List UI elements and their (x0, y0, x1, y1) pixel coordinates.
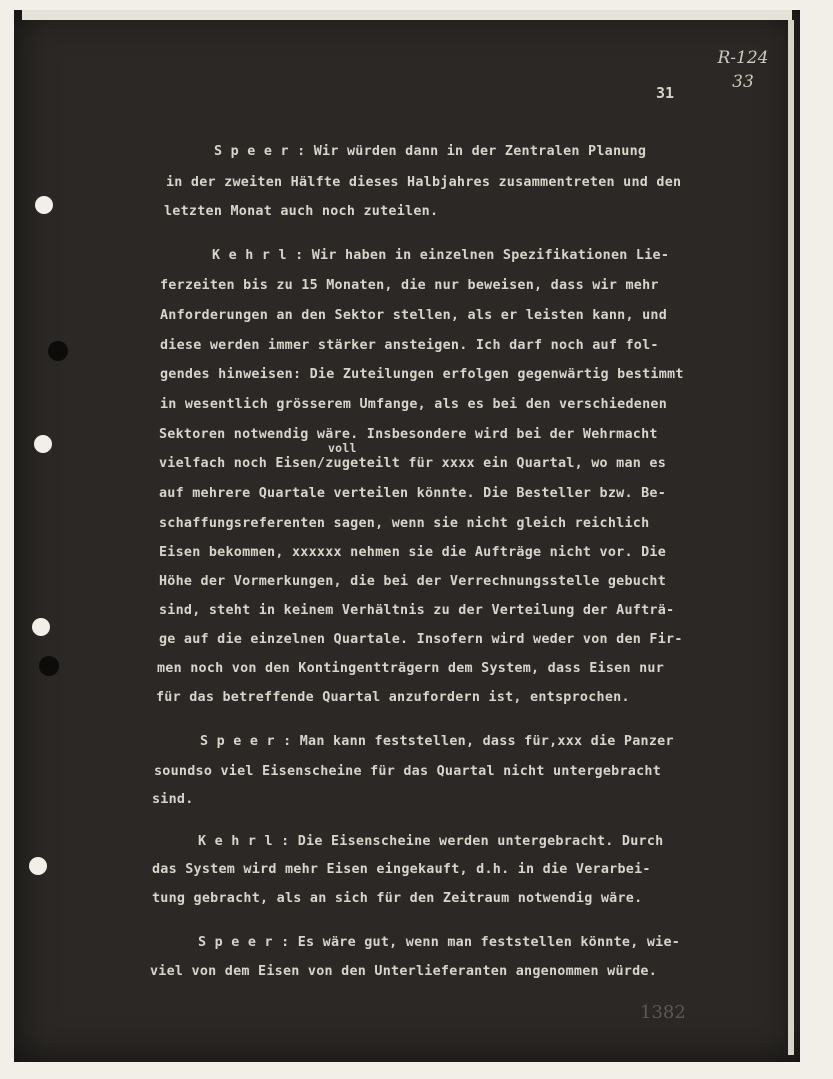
page-right-edge (788, 20, 794, 1055)
text-line: S p e e r : Wir würden dann in der Zentralen Planung (214, 144, 647, 159)
punch-hole (39, 656, 59, 676)
punch-hole (34, 435, 52, 453)
text-line: in wesentlich grösserem Umfange, als es bei den verschiedenen (160, 397, 668, 412)
text-line: tung gebracht, als an sich für den Zeitraum notwendig wäre. (152, 891, 643, 906)
text-line: sind, steht in keinem Verhältnis zu der Verteilung der Aufträ- (159, 603, 675, 618)
page-number: 31 (656, 84, 675, 102)
reference-mark-line2: 33 (732, 72, 754, 92)
text-line: schaffungsreferenten sagen, wenn sie nicht gleich reichlich (159, 516, 650, 531)
punch-hole (48, 341, 68, 361)
text-line: in der zweiten Hälfte dieses Halbjahres zusammentreten und den (166, 175, 682, 190)
text-line: sind. (152, 792, 194, 807)
text-line: ferzeiten bis zu 15 Monaten, die nur beweisen, dass wir mehr (160, 278, 659, 293)
punch-hole (29, 857, 47, 875)
text-insertion: voll (328, 441, 357, 455)
text-line: das System wird mehr Eisen eingekauft, d.h. in die Verarbei- (152, 862, 651, 877)
text-line: für das betreffende Quartal anzufordern ist, entsprochen. (156, 690, 630, 705)
text-line: ge auf die einzelnen Quartale. Insofern wird weder von den Fir- (159, 632, 683, 647)
text-line: auf mehrere Quartale verteilen könnte. Die Besteller bzw. Be- (159, 486, 667, 501)
text-line: letzten Monat auch noch zuteilen. (164, 204, 439, 219)
page-top-edge (22, 10, 792, 20)
text-line: viel von dem Eisen von den Unterlieferanten angenommen würde. (150, 964, 658, 979)
text-line: soundso viel Eisenscheine für das Quartal nicht untergebracht (154, 764, 662, 779)
text-line: vielfach noch Eisen/zugeteilt für xxxx ein Quartal, wo man es (159, 456, 667, 471)
text-line: S p e e r : Es wäre gut, wenn man feststellen könnte, wie- (198, 935, 681, 950)
punch-hole (32, 618, 50, 636)
reference-mark-line1: R-124 (717, 48, 769, 68)
text-line: Eisen bekommen, xxxxxx nehmen sie die Aufträge nicht vor. Die (159, 545, 667, 560)
text-line: S p e e r : Man kann feststellen, dass für,xxx die Panzer (200, 734, 674, 749)
text-line: K e h r l : Wir haben in einzelnen Spezifikationen Lie- (212, 248, 670, 263)
text-line: men noch von den Kontingentträgern dem System, dass Eisen nur (157, 661, 665, 676)
text-line: diese werden immer stärker ansteigen. Ich darf noch auf fol- (160, 338, 659, 353)
text-line: Anforderungen an den Sektor stellen, als er leisten kann, und (160, 308, 668, 323)
punch-hole (35, 196, 53, 214)
archive-stamp: 1382 (640, 1002, 686, 1023)
reference-mark (708, 46, 778, 94)
text-line: K e h r l : Die Eisenscheine werden untergebracht. Durch (198, 834, 664, 849)
text-line: Höhe der Vormerkungen, die bei der Verrechnungsstelle gebucht (159, 574, 667, 589)
text-line: gendes hinweisen: Die Zuteilungen erfolgen gegenwärtig bestimmt (160, 367, 684, 382)
text-line: Sektoren notwendig wäre. Insbesondere wird bei der Wehrmacht (159, 427, 658, 442)
